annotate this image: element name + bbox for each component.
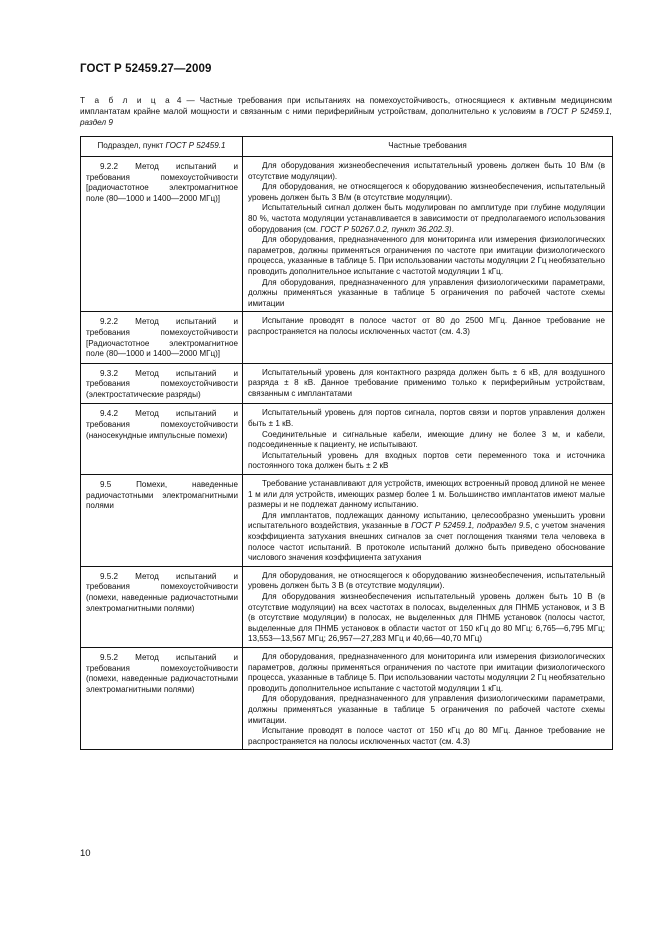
row-requirements-cell (243, 647, 613, 749)
column-header-section: Подраздел, пункт ГОСТ Р 52459.1 (81, 137, 243, 157)
table-row (81, 647, 613, 749)
row-section-cell: 9.5.2 Метод испытаний и требования помехоустойчивости (помехи, наведенные радиочастотными электромагнитными полями) (81, 566, 243, 647)
requirement-paragraph: Для оборудования, не относящегося к оборудованию жизнеобеспечения, испытательный уровень должен быть 3 В/м (в отсутствие модуляции). (248, 182, 605, 202)
row-requirements-cell (243, 475, 613, 567)
table-row (81, 566, 613, 647)
column-header-requirements: Частные требования (243, 137, 613, 157)
requirement-paragraph: Испытание проводят в полосе частот от 150 кГц до 80 МГц. Данное требование не распространяется на полосы исключенных частот (см. 4.3) (248, 726, 605, 746)
requirement-paragraph: Испытательный уровень для входных портов сети переменного тока и источника постоянного тока должен быть ± 2 кВ (248, 450, 605, 471)
requirement-paragraph: Для оборудования жизнеобеспечения испытательный уровень должен быть 10 В (в отсутствие модуляции) на всех частотах в полосах, выделенных для ПНМБ установок, и 3 В (в отсутствие модуляции) в полосах, не выделенных для ПНМБ установок (полосы частот, выделенные для ПНМБ установок в области частот от 150 кГц до 80 МГц: 6,765—6,795 МГц; 13,553—13,567 МГц; 26,957—27,283 МГц и 40,66—40,70 МГц) (248, 591, 605, 644)
table-row (81, 404, 613, 475)
table-caption-ref: ГОСТ Р 52459.1, раздел 9 (80, 107, 612, 128)
row-requirements-cell (243, 312, 613, 363)
requirement-paragraph: Для оборудования жизнеобеспечения испытательный уровень должен быть 10 В/м (в отсутствие модуляции). (248, 161, 605, 181)
requirement-paragraph: Соединительные и сигнальные кабели, имеющие длину не более 3 м, и кабели, подсоединенные к пациенту, не испытывают. (248, 429, 605, 450)
table-caption-label: Т а б л и ц а (80, 96, 172, 105)
table-row (81, 312, 613, 363)
row-section-cell: 9.3.2 Метод испытаний и требования помехоустойчивости (электростатические разряды) (81, 363, 243, 404)
requirement-paragraph: Испытательный сигнал должен быть модулирован по амплитуде при глубине модуляции 80 %, частота модуляции устанавливается в зависимости от предполагаемого использования оборудования (см. ГОСТ Р 50267.0.2, пункт 36.202.3). (248, 203, 605, 234)
row-requirements-cell (243, 157, 613, 312)
row-section-cell: 9.5.2 Метод испытаний и требования помехоустойчивости (помехи, наведенные радиочастотными электромагнитными полями) (81, 647, 243, 749)
requirement-paragraph: Для оборудования, предназначенного для мониторинга или измерения физиологических параметров, должны применяться ограничения по частоте при имитации физиологического процесса, указанные в таблице 5. При использовании частоты модуляции 2 Гц необязательно проводить дополнительное испытание с частотой модуляции 1 кГц. (248, 235, 605, 276)
table-row (81, 363, 613, 404)
requirements-table (80, 136, 613, 750)
row-requirements-cell (243, 566, 613, 647)
row-section-cell: 9.5 Помехи, наведенные радиочастотными электромагнитными полями (81, 475, 243, 567)
requirement-paragraph: Требование устанавливают для устройств, имеющих встроенный провод длиной не менее 1 м или для устройств, имеющих размер более 1 м. Большинство имплантатов имеют малые размеры и не подлежат данному испытанию. (248, 479, 605, 510)
requirement-paragraph: Для оборудования, предназначенного для управления физиологическими параметрами, должны применяться указанные в таблице 5 ограничения по рабочей частоте схемы имитации (248, 277, 605, 308)
table-row (81, 157, 613, 312)
table-header-row (81, 137, 613, 157)
page-number: 10 (80, 848, 91, 859)
table-caption-text: 4 — Частные требования при испытаниях на помехоустойчивость, относящиеся к активным медицинским имплантатам крайне малой мощности и связанным с ними периферийным устройствам, дополнительно к условиям в (80, 96, 613, 117)
row-section-cell: 9.2.2 Метод испытаний и требования помехоустойчивости [Радиочастотное электромагнитное поле (80—1000 и 1400—2000 МГц)] (81, 312, 243, 363)
row-section-cell: 9.4.2 Метод испытаний и требования помехоустойчивости (наносекундные импульсные помехи) (81, 404, 243, 475)
row-requirements-cell (243, 363, 613, 404)
requirement-paragraph: Для оборудования, не относящегося к оборудованию жизнеобеспечения, испытательный уровень должен быть 3 В (в отсутствие модуляции). (248, 570, 605, 591)
table-caption (80, 95, 612, 129)
requirement-paragraph: Для оборудования, предназначенного для мониторинга или измерения физиологических параметров, должны применяться ограничения по частоте при имитации физиологического процесса, указанные в таблице 5. При использовании частоты модуляции 2 Гц необязательно проводить дополнительное испытание с частотой модуляции 1 кГц. (248, 651, 605, 693)
requirement-paragraph: Для имплантатов, подлежащих данному испытанию, целесообразно уменьшить уровни испытательного воздействия, указанные в ГОСТ Р 52459.1, подраздел 9.5, с учетом значения коэффициента затухания внешних сигналов за счет поглощения тканями тела человека в полосе частот испытаний. В протоколе испытаний должно быть приведено обоснование числового значения коэффициента затухания (248, 510, 605, 563)
table-row (81, 475, 613, 567)
document-header: ГОСТ Р 52459.27—2009 (80, 63, 212, 75)
requirement-paragraph: Испытательный уровень для контактного разряда должен быть ± 6 кВ, для воздушного разряда ± 8 кВ. Данное требование применимо только к периферийным устройствам, связанным с имплантатами (248, 367, 605, 398)
row-section-cell: 9.2.2 Метод испытаний и требования помехоустойчивости [радиочастотное электромагнитное поле (80—1000 и 1400—2000 МГц)] (81, 157, 243, 312)
requirement-paragraph: Испытательный уровень для портов сигнала, портов связи и портов управления должен быть ± 1 кВ. (248, 408, 605, 429)
requirement-paragraph: Для оборудования, предназначенного для управления физиологическими параметрами, должны применяться указанные в таблице 5 ограничения по рабочей частоте схемы имитации. (248, 694, 605, 725)
requirement-paragraph: Испытание проводят в полосе частот от 80 до 2500 МГц. Данное требование не распространяется на полосы исключенных частот (см. 4.3) (248, 316, 605, 336)
row-requirements-cell (243, 404, 613, 475)
